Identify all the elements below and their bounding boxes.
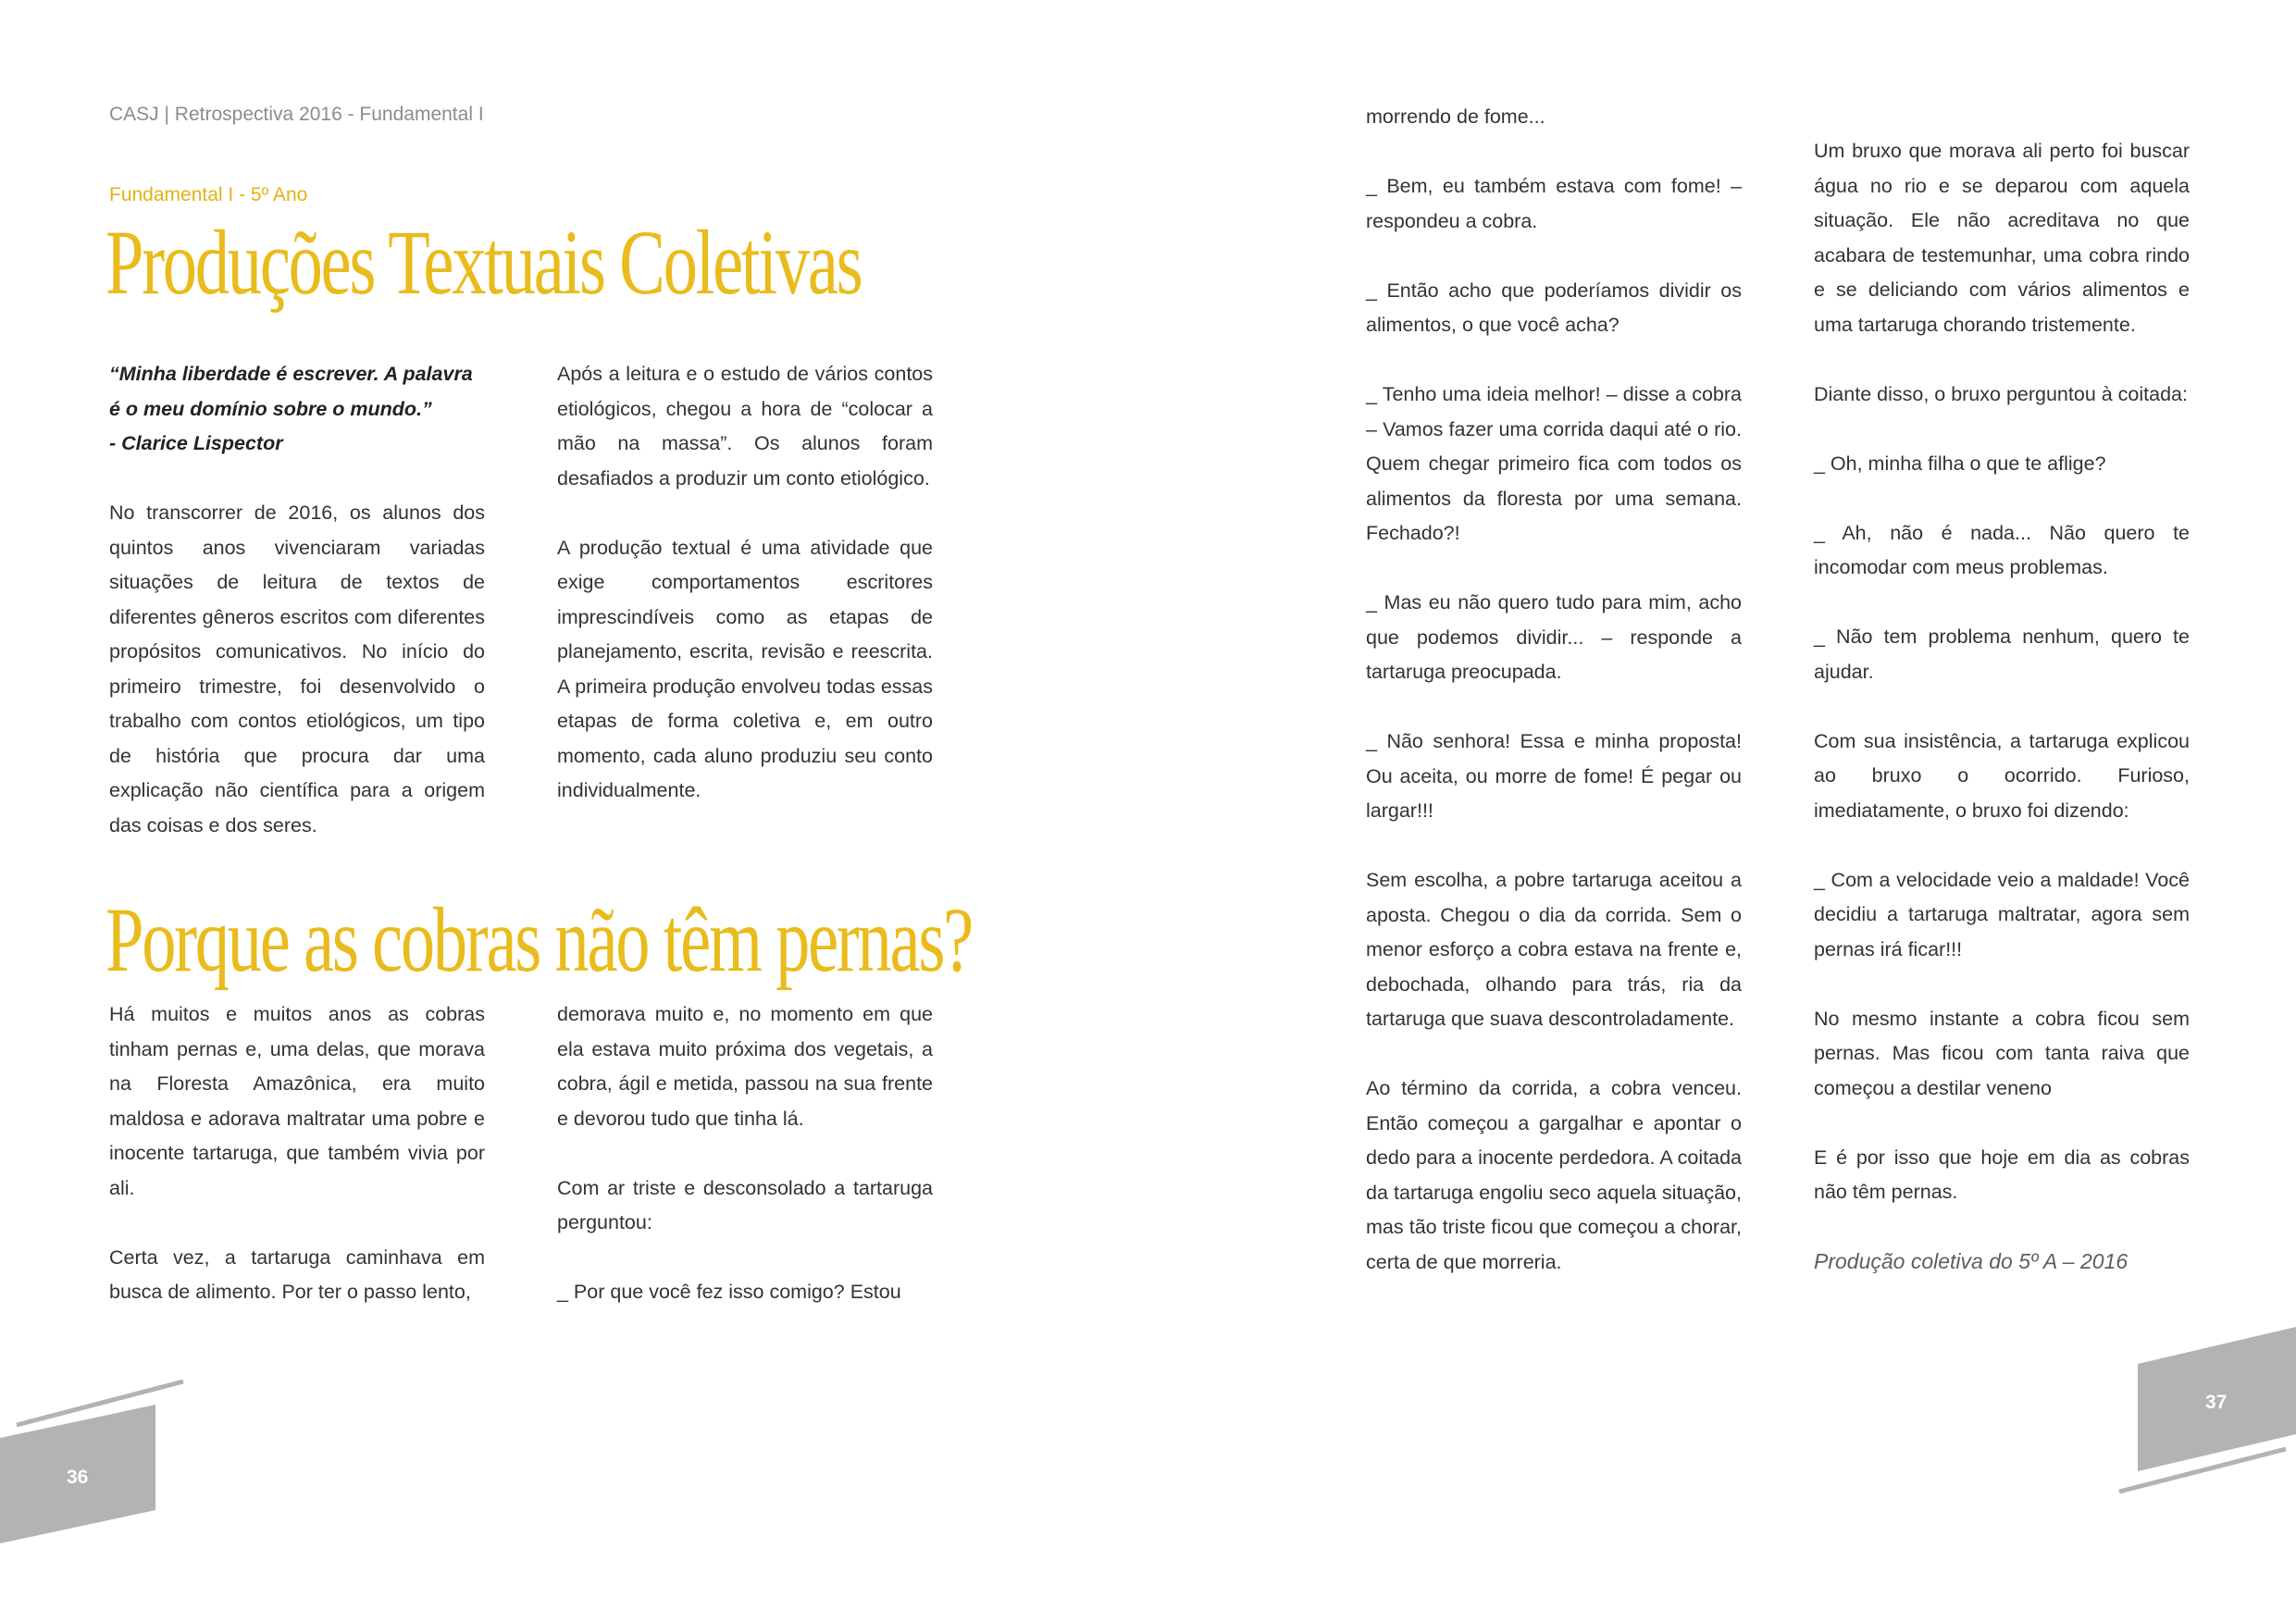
quote-author: - Clarice Lispector	[109, 432, 283, 454]
paragraph: Com sua insistência, a tartaruga explicou ao bruxo o ocorrido. Furioso, imediatamente, o bruxo foi dizendo:	[1814, 729, 2190, 822]
paragraph: Diante disso, o bruxo perguntou à coitada:	[1814, 382, 2188, 405]
quote-line-1: “Minha liberdade é escrever. A palavra	[109, 363, 473, 385]
paragraph: demorava muito e, no momento em que ela estava muito próxima dos vegetais, a cobra, ágil e metida, passou na sua frente e devorou tudo que tinha lá.	[557, 1003, 933, 1130]
paragraph: No mesmo instante a cobra ficou sem pernas. Mas ficou com tanta raiva que começou a destilar veneno	[1814, 1007, 2190, 1099]
paragraph: _ Por que você fez isso comigo? Estou	[557, 1281, 901, 1303]
intro-column-2	[557, 357, 933, 809]
paragraph: Ao término da corrida, a cobra venceu. Então começou a gargalhar e apontar o dedo para a inocente perdedora. A coitada da tartaruga engoliu seco aquela situação, mas tão triste ficou que começou a chorar, certa de que morreria.	[1366, 1077, 1742, 1273]
paragraph: Há muitos e muitos anos as cobras tinham pernas e, uma delas, que morava na Floresta Amazônica, era muito maldosa e adorava maltratar uma pobre e inocente tartaruga, que também vivia por ali.	[109, 1003, 485, 1199]
paragraph: Um bruxo que morava ali perto foi buscar água no rio e se deparou com aquela situação. Ele não acreditava no que acabara de testemunhar, uma cobra rindo e se deliciando com vários alimentos e uma tartaruga chorando tristemente.	[1814, 140, 2190, 336]
paragraph: Certa vez, a tartaruga caminhava em busca de alimento. Por ter o passo lento,	[109, 1245, 485, 1303]
quote-line-2: é o meu domínio sobre o mundo.”	[109, 397, 432, 420]
paragraph: Com ar triste e desconsolado a tartaruga perguntou:	[557, 1176, 933, 1233]
section-kicker: Fundamental I - 5º Ano	[109, 184, 308, 205]
paragraph: _ Então acho que poderíamos dividir os alimentos, o que você acha?	[1366, 279, 1742, 336]
paragraph: _ Mas eu não quero tudo para mim, acho que podemos dividir... – responde a tartaruga preocupada.	[1366, 591, 1742, 683]
page-number: 36	[67, 1467, 89, 1488]
paragraph: _ Bem, eu também estava com fome! – respondeu a cobra.	[1366, 175, 1742, 232]
right-page	[1148, 0, 2296, 1623]
paragraph: E é por isso que hoje em dia as cobras não têm pernas.	[1814, 1146, 2190, 1203]
paragraph: _ Tenho uma ideia melhor! – disse a cobra – Vamos fazer uma corrida daqui até o rio. Quem chegar primeiro fica com todos os alimentos da floresta por uma semana. Fechado?!	[1366, 383, 1742, 544]
paragraph: Após a leitura e o estudo de vários contos etiológicos, chegou a hora de “colocar a mão na massa”. Os alunos foram desafiados a produzir um conto etiológico.	[557, 363, 933, 489]
story-column-1	[109, 997, 485, 1310]
paragraph: _ Com a velocidade veio a maldade! Você decidiu a tartaruga maltratar, agora sem pernas irá ficar!!!	[1814, 868, 2190, 960]
running-header: CASJ | Retrospectiva 2016 - Fundamental I	[109, 104, 484, 125]
page-title: Produções Textuais Coletivas	[105, 211, 862, 314]
story-column-2	[557, 997, 933, 1310]
page-number: 37	[2205, 1392, 2228, 1413]
paragraph: _ Não senhora! Essa e minha proposta! Ou aceita, ou morre de fome! É pegar ou largar!!!	[1366, 730, 1742, 822]
paragraph: Sem escolha, a pobre tartaruga aceitou a aposta. Chegou o dia da corrida. Sem o menor esforço a cobra estava na frente e, debochada, olhando para trás, ria da tartaruga que suava descontroladamente.	[1366, 869, 1742, 1030]
story-title: Porque as cobras não têm pernas?	[105, 888, 972, 991]
story-column-4	[1814, 134, 2190, 1280]
paragraph: _ Oh, minha filha o que te aflige?	[1814, 452, 2106, 475]
paragraph: morrendo de fome...	[1366, 105, 1545, 128]
story-column-3	[1366, 100, 1742, 1280]
paragraph: _ Ah, não é nada... Não quero te incomodar com meus problemas.	[1814, 521, 2190, 578]
intro-paragraph: No transcorrer de 2016, os alunos dos quintos anos vivenciaram variadas situações de leitura de textos de diferentes gêneros escritos com diferentes propósitos comunicativos. No início do primeiro trimestre, foi desenvolvido o trabalho com contos etiológicos, um tipo de história que procura dar uma explicação não científica para a origem das coisas e dos seres.	[109, 502, 485, 836]
paragraph: A produção textual é uma atividade que exige comportamentos escritores imprescindíveis como as etapas de planejamento, escrita, revisão e reescrita. A primeira produção envolveu todas essas etapas de forma coletiva e, em outro momento, cada aluno produziu seu conto individualmente.	[557, 536, 933, 801]
story-signature: Produção coletiva do 5º A – 2016	[1814, 1249, 2128, 1273]
intro-column-1	[109, 357, 485, 843]
paragraph: _ Não tem problema nenhum, quero te ajudar.	[1814, 626, 2190, 683]
epigraph-quote	[109, 357, 485, 462]
